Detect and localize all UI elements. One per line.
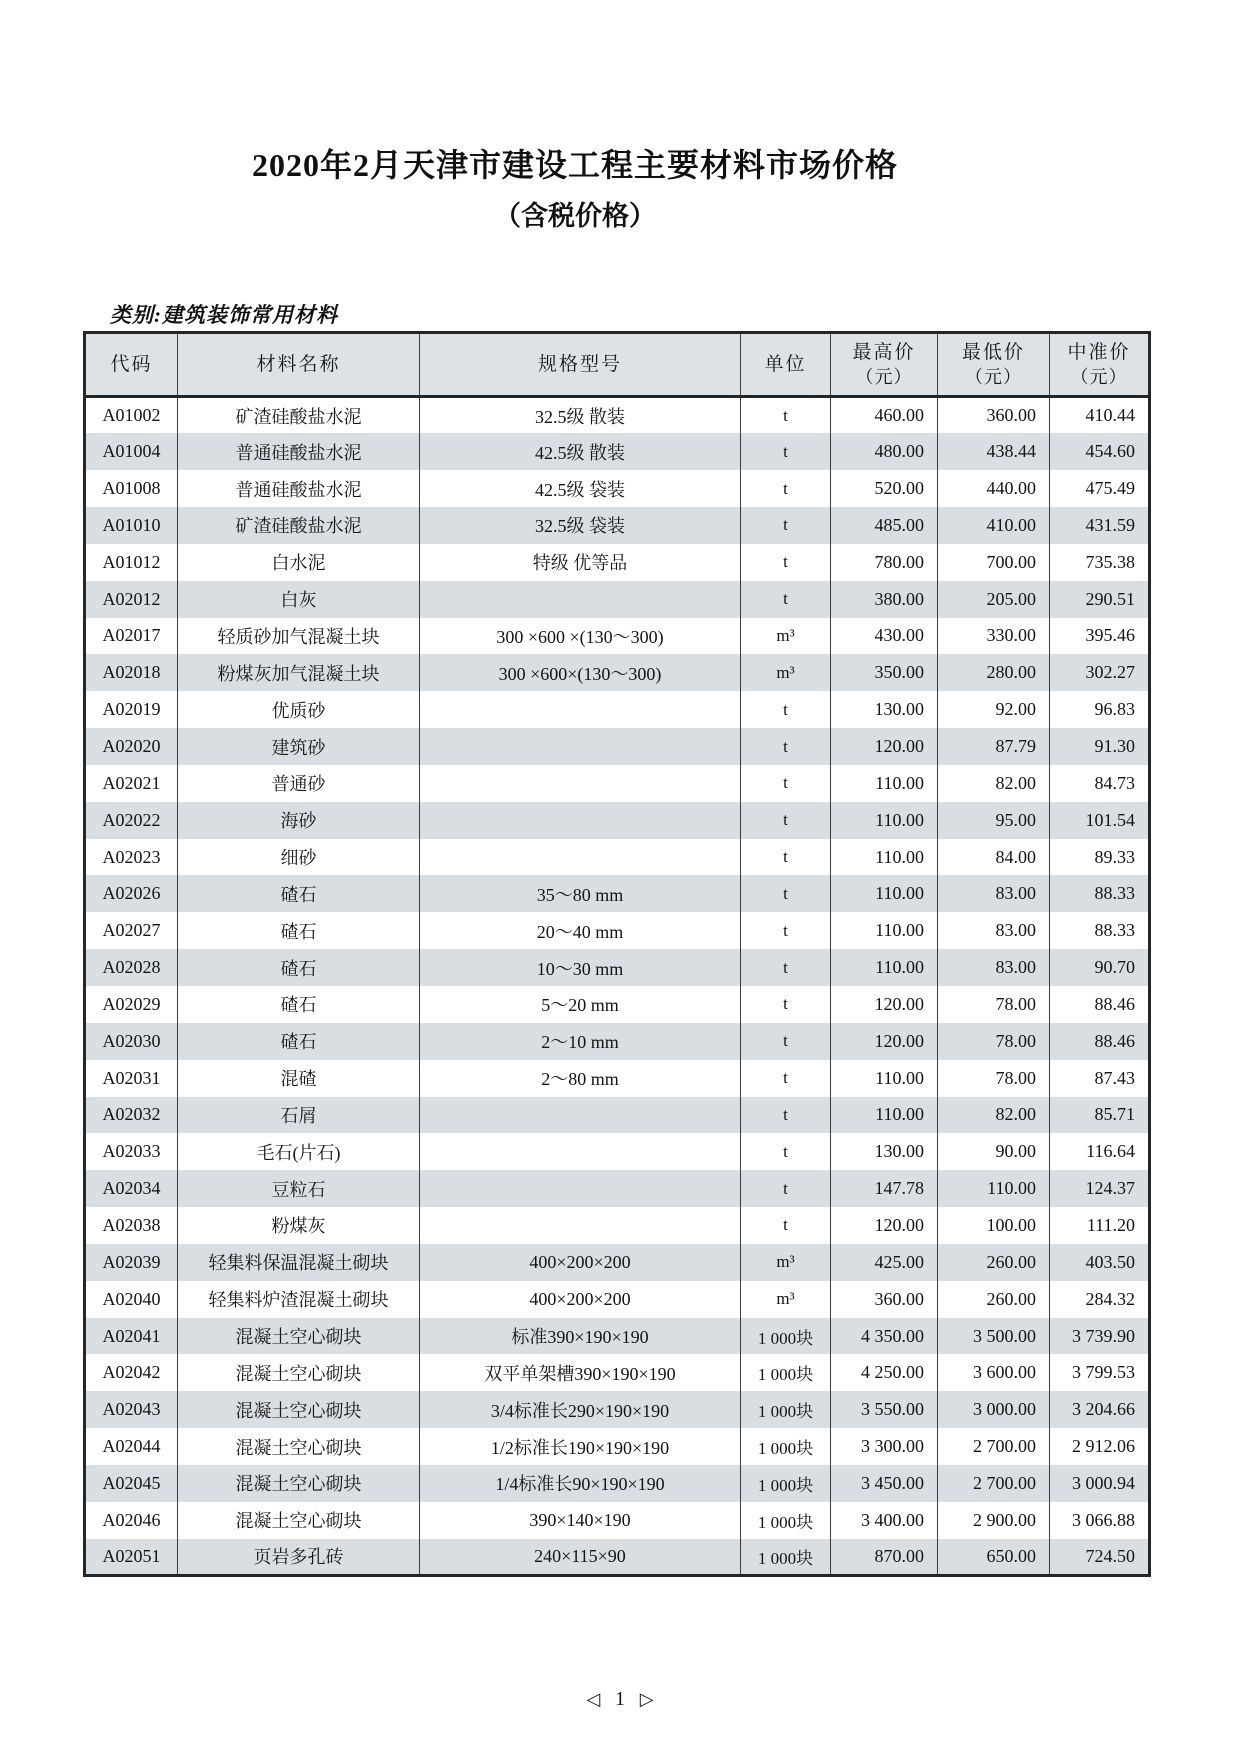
table-row — [85, 1133, 1150, 1170]
cell-material-name: 优质砂 — [178, 691, 420, 728]
table-row — [85, 802, 1150, 839]
column-header-lowest-price: 最低价 （元） — [938, 333, 1050, 397]
cell-material-name: 矿渣硅酸盐水泥 — [178, 397, 420, 434]
cell-unit: 1 000块 — [741, 1502, 831, 1539]
table-row — [85, 1391, 1150, 1428]
cell-code: A02045 — [102, 1472, 161, 1493]
table-row — [85, 1097, 1150, 1134]
cell-spec: 35～80 mm — [420, 875, 741, 912]
cell-material-name: 矿渣硅酸盐水泥 — [178, 507, 420, 544]
cell-material-name: 轻集料保温混凝土砌块 — [178, 1244, 420, 1281]
cell-lowest-price: 110.00 — [938, 1170, 1050, 1207]
cell-unit: t — [741, 839, 831, 876]
cell-unit: t — [741, 728, 831, 765]
cell-standard-price: 90.70 — [1050, 949, 1150, 986]
cell-highest-price: 3 550.00 — [831, 1391, 938, 1428]
cell-material-name: 白灰 — [178, 581, 420, 618]
cell-highest-price: 485.00 — [831, 507, 938, 544]
table-row — [85, 544, 1150, 581]
cell-code: A02023 — [102, 846, 161, 867]
cell-material-name: 普通硅酸盐水泥 — [178, 470, 420, 507]
cell-code: A02043 — [102, 1399, 161, 1420]
column-header-spec: 规格型号 — [420, 333, 741, 397]
cell-spec — [420, 728, 741, 765]
cell-standard-price: 96.83 — [1050, 691, 1150, 728]
cell-highest-price: 110.00 — [831, 949, 938, 986]
column-header-code: 代码 — [85, 333, 178, 397]
cell-material-name: 细砂 — [178, 839, 420, 876]
cell-unit: t — [741, 1133, 831, 1170]
cell-unit: t — [741, 397, 831, 434]
cell-code: A01008 — [102, 478, 161, 499]
cell-material-name: 白水泥 — [178, 544, 420, 581]
table-row — [85, 912, 1150, 949]
cell-material-name: 碴石 — [178, 949, 420, 986]
cell-lowest-price: 360.00 — [938, 397, 1050, 434]
cell-code: A02026 — [102, 883, 161, 904]
cell-lowest-price: 3 500.00 — [938, 1318, 1050, 1355]
table-row — [85, 1170, 1150, 1207]
cell-lowest-price: 95.00 — [938, 802, 1050, 839]
category-label: 类别:建筑装饰常用材料 — [110, 303, 338, 327]
cell-highest-price: 3 400.00 — [831, 1502, 938, 1539]
cell-code: A01010 — [102, 514, 161, 535]
cell-standard-price: 431.59 — [1050, 507, 1150, 544]
cell-highest-price: 520.00 — [831, 470, 938, 507]
cell-standard-price: 88.46 — [1050, 1023, 1150, 1060]
cell-standard-price: 2 912.06 — [1050, 1428, 1150, 1465]
cell-lowest-price: 260.00 — [938, 1244, 1050, 1281]
cell-unit: 1 000块 — [741, 1428, 831, 1465]
table-row — [85, 1281, 1150, 1318]
cell-spec: 42.5级 散装 — [420, 433, 741, 470]
cell-highest-price: 110.00 — [831, 765, 938, 802]
cell-lowest-price: 330.00 — [938, 618, 1050, 655]
table-row — [85, 839, 1150, 876]
next-page-icon[interactable]: ▷ — [639, 1689, 654, 1709]
cell-standard-price: 3 739.90 — [1050, 1318, 1150, 1355]
page-number: 1 — [615, 1688, 625, 1710]
cell-standard-price: 454.60 — [1050, 433, 1150, 470]
cell-highest-price: 460.00 — [831, 397, 938, 434]
cell-spec: 标准390×190×190 — [420, 1318, 741, 1355]
table-row — [85, 1539, 1150, 1576]
cell-lowest-price: 260.00 — [938, 1281, 1050, 1318]
cell-standard-price: 735.38 — [1050, 544, 1150, 581]
prev-page-icon[interactable]: ◁ — [586, 1689, 601, 1709]
table-row — [85, 691, 1150, 728]
page-footer — [0, 1688, 1240, 1711]
cell-code: A02046 — [102, 1509, 161, 1530]
cell-standard-price: 85.71 — [1050, 1097, 1150, 1134]
cell-highest-price: 147.78 — [831, 1170, 938, 1207]
cell-code: A02032 — [102, 1104, 161, 1125]
table-row — [85, 875, 1150, 912]
table-row — [85, 1207, 1150, 1244]
cell-highest-price: 110.00 — [831, 912, 938, 949]
cell-material-name: 轻质砂加气混凝土块 — [178, 618, 420, 655]
cell-unit: t — [741, 1097, 831, 1134]
cell-lowest-price: 3 600.00 — [938, 1354, 1050, 1391]
cell-material-name: 毛石(片石) — [178, 1133, 420, 1170]
cell-code: A02022 — [102, 809, 161, 830]
table-row — [85, 986, 1150, 1023]
cell-code: A02020 — [102, 736, 161, 757]
cell-code: A01002 — [102, 405, 161, 426]
cell-unit: 1 000块 — [741, 1539, 831, 1576]
cell-spec — [420, 1207, 741, 1244]
cell-spec: 32.5级 散装 — [420, 397, 741, 434]
table-row — [85, 1354, 1150, 1391]
table-row — [85, 581, 1150, 618]
cell-standard-price: 87.43 — [1050, 1060, 1150, 1097]
cell-lowest-price: 78.00 — [938, 986, 1050, 1023]
column-header-material-name: 材料名称 — [178, 333, 420, 397]
cell-spec: 32.5级 袋装 — [420, 507, 741, 544]
cell-spec: 300 ×600×(130～300) — [420, 654, 741, 691]
cell-standard-price: 88.46 — [1050, 986, 1150, 1023]
cell-highest-price: 110.00 — [831, 1097, 938, 1134]
cell-unit: t — [741, 544, 831, 581]
cell-highest-price: 3 450.00 — [831, 1465, 938, 1502]
cell-standard-price: 84.73 — [1050, 765, 1150, 802]
cell-lowest-price: 78.00 — [938, 1060, 1050, 1097]
cell-unit: t — [741, 1170, 831, 1207]
cell-unit: t — [741, 912, 831, 949]
cell-standard-price: 475.49 — [1050, 470, 1150, 507]
cell-spec: 2～10 mm — [420, 1023, 741, 1060]
cell-code: A02044 — [102, 1436, 161, 1457]
cell-lowest-price: 90.00 — [938, 1133, 1050, 1170]
cell-unit: t — [741, 433, 831, 470]
table-row — [85, 507, 1150, 544]
column-header-standard-price: 中准价 （元） — [1050, 333, 1150, 397]
table-row — [85, 949, 1150, 986]
table-body — [85, 397, 1150, 1576]
cell-lowest-price: 440.00 — [938, 470, 1050, 507]
column-header-unit: 单位 — [741, 333, 831, 397]
cell-unit: t — [741, 691, 831, 728]
cell-unit: t — [741, 581, 831, 618]
table-row — [85, 1465, 1150, 1502]
cell-highest-price: 3 300.00 — [831, 1428, 938, 1465]
cell-lowest-price: 2 700.00 — [938, 1465, 1050, 1502]
cell-standard-price: 403.50 — [1050, 1244, 1150, 1281]
cell-lowest-price: 84.00 — [938, 839, 1050, 876]
page-subtitle: （含税价格） — [494, 201, 656, 231]
cell-spec: 400×200×200 — [420, 1281, 741, 1318]
cell-spec: 390×140×190 — [420, 1502, 741, 1539]
table-row — [85, 1060, 1150, 1097]
cell-standard-price: 116.64 — [1050, 1133, 1150, 1170]
cell-lowest-price: 205.00 — [938, 581, 1050, 618]
cell-code: A02018 — [102, 662, 161, 683]
cell-standard-price: 88.33 — [1050, 875, 1150, 912]
cell-code: A02012 — [102, 588, 161, 609]
cell-material-name: 碴石 — [178, 912, 420, 949]
cell-spec: 300 ×600 ×(130～300) — [420, 618, 741, 655]
cell-spec: 1/2标准长190×190×190 — [420, 1428, 741, 1465]
cell-spec — [420, 765, 741, 802]
cell-spec: 1/4标准长90×190×190 — [420, 1465, 741, 1502]
cell-highest-price: 380.00 — [831, 581, 938, 618]
cell-unit: t — [741, 765, 831, 802]
cell-lowest-price: 92.00 — [938, 691, 1050, 728]
cell-material-name: 混凝土空心砌块 — [178, 1465, 420, 1502]
cell-code: A02029 — [102, 993, 161, 1014]
cell-highest-price: 130.00 — [831, 691, 938, 728]
cell-lowest-price: 700.00 — [938, 544, 1050, 581]
cell-unit: t — [741, 875, 831, 912]
cell-standard-price: 3 000.94 — [1050, 1465, 1150, 1502]
cell-unit: t — [741, 802, 831, 839]
cell-standard-price: 3 204.66 — [1050, 1391, 1150, 1428]
cell-standard-price: 111.20 — [1050, 1207, 1150, 1244]
cell-material-name: 普通砂 — [178, 765, 420, 802]
cell-lowest-price: 83.00 — [938, 949, 1050, 986]
table-row — [85, 397, 1150, 434]
cell-lowest-price: 83.00 — [938, 912, 1050, 949]
cell-highest-price: 430.00 — [831, 618, 938, 655]
cell-spec: 400×200×200 — [420, 1244, 741, 1281]
cell-unit: 1 000块 — [741, 1354, 831, 1391]
cell-standard-price: 91.30 — [1050, 728, 1150, 765]
cell-spec: 5～20 mm — [420, 986, 741, 1023]
cell-code: A01012 — [102, 551, 161, 572]
cell-lowest-price: 87.79 — [938, 728, 1050, 765]
cell-material-name: 碴石 — [178, 1023, 420, 1060]
cell-unit: m³ — [741, 654, 831, 691]
cell-standard-price: 284.32 — [1050, 1281, 1150, 1318]
page-title: 2020年2月天津市建设工程主要材料市场价格 — [251, 147, 898, 183]
cell-highest-price: 4 250.00 — [831, 1354, 938, 1391]
cell-highest-price: 110.00 — [831, 839, 938, 876]
cell-unit: 1 000块 — [741, 1318, 831, 1355]
cell-standard-price: 3 066.88 — [1050, 1502, 1150, 1539]
cell-spec — [420, 1133, 741, 1170]
cell-material-name: 粉煤灰 — [178, 1207, 420, 1244]
cell-code: A02017 — [102, 625, 161, 646]
cell-material-name: 轻集料炉渣混凝土砌块 — [178, 1281, 420, 1318]
material-price-table — [83, 331, 1151, 1577]
cell-unit: t — [741, 1023, 831, 1060]
cell-highest-price: 130.00 — [831, 1133, 938, 1170]
cell-unit: t — [741, 949, 831, 986]
cell-material-name: 混凝土空心砌块 — [178, 1502, 420, 1539]
cell-material-name: 混碴 — [178, 1060, 420, 1097]
cell-highest-price: 425.00 — [831, 1244, 938, 1281]
cell-unit: t — [741, 470, 831, 507]
cell-material-name: 混凝土空心砌块 — [178, 1428, 420, 1465]
table-row — [85, 1023, 1150, 1060]
cell-unit: t — [741, 507, 831, 544]
cell-highest-price: 780.00 — [831, 544, 938, 581]
cell-lowest-price: 438.44 — [938, 433, 1050, 470]
cell-material-name: 混凝土空心砌块 — [178, 1391, 420, 1428]
cell-code: A02051 — [102, 1545, 161, 1566]
cell-standard-price: 410.44 — [1050, 397, 1150, 434]
cell-highest-price: 120.00 — [831, 728, 938, 765]
cell-spec — [420, 839, 741, 876]
cell-highest-price: 120.00 — [831, 1207, 938, 1244]
cell-code: A02038 — [102, 1214, 161, 1235]
cell-material-name: 海砂 — [178, 802, 420, 839]
cell-spec — [420, 1170, 741, 1207]
cell-lowest-price: 650.00 — [938, 1539, 1050, 1576]
cell-spec — [420, 581, 741, 618]
cell-lowest-price: 3 000.00 — [938, 1391, 1050, 1428]
cell-code: A02041 — [102, 1325, 161, 1346]
table-row — [85, 728, 1150, 765]
cell-spec: 3/4标准长290×190×190 — [420, 1391, 741, 1428]
table-header — [85, 333, 1150, 397]
cell-code: A02021 — [102, 772, 161, 793]
cell-code: A02042 — [102, 1362, 161, 1383]
table-row — [85, 1502, 1150, 1539]
column-header-highest-price: 最高价 （元） — [831, 333, 938, 397]
cell-code: A02031 — [102, 1067, 161, 1088]
cell-spec: 20～40 mm — [420, 912, 741, 949]
cell-lowest-price: 280.00 — [938, 654, 1050, 691]
cell-highest-price: 120.00 — [831, 986, 938, 1023]
cell-unit: m³ — [741, 1244, 831, 1281]
cell-code: A02033 — [102, 1141, 161, 1162]
table-row — [85, 618, 1150, 655]
cell-code: A02030 — [102, 1030, 161, 1051]
cell-lowest-price: 82.00 — [938, 1097, 1050, 1134]
cell-standard-price: 290.51 — [1050, 581, 1150, 618]
cell-code: A02027 — [102, 920, 161, 941]
table-row — [85, 1428, 1150, 1465]
cell-lowest-price: 2 700.00 — [938, 1428, 1050, 1465]
cell-unit: 1 000块 — [741, 1465, 831, 1502]
cell-highest-price: 480.00 — [831, 433, 938, 470]
cell-material-name: 建筑砂 — [178, 728, 420, 765]
cell-spec: 特级 优等品 — [420, 544, 741, 581]
cell-code: A02028 — [102, 957, 161, 978]
cell-unit: 1 000块 — [741, 1391, 831, 1428]
cell-highest-price: 360.00 — [831, 1281, 938, 1318]
cell-highest-price: 120.00 — [831, 1023, 938, 1060]
table-row — [85, 654, 1150, 691]
cell-material-name: 碴石 — [178, 986, 420, 1023]
cell-lowest-price: 83.00 — [938, 875, 1050, 912]
cell-standard-price: 124.37 — [1050, 1170, 1150, 1207]
cell-material-name: 粉煤灰加气混凝土块 — [178, 654, 420, 691]
cell-unit: m³ — [741, 1281, 831, 1318]
cell-lowest-price: 100.00 — [938, 1207, 1050, 1244]
cell-unit: t — [741, 986, 831, 1023]
cell-highest-price: 110.00 — [831, 802, 938, 839]
cell-code: A01004 — [102, 441, 161, 462]
cell-spec: 10～30 mm — [420, 949, 741, 986]
cell-code: A02040 — [102, 1288, 161, 1309]
cell-standard-price: 395.46 — [1050, 618, 1150, 655]
cell-highest-price: 110.00 — [831, 1060, 938, 1097]
cell-spec: 42.5级 袋装 — [420, 470, 741, 507]
cell-highest-price: 350.00 — [831, 654, 938, 691]
cell-unit: t — [741, 1060, 831, 1097]
cell-material-name: 页岩多孔砖 — [178, 1539, 420, 1576]
cell-lowest-price: 82.00 — [938, 765, 1050, 802]
cell-standard-price: 302.27 — [1050, 654, 1150, 691]
cell-material-name: 石屑 — [178, 1097, 420, 1134]
cell-highest-price: 870.00 — [831, 1539, 938, 1576]
cell-spec: 双平单架槽390×190×190 — [420, 1354, 741, 1391]
cell-spec: 2～80 mm — [420, 1060, 741, 1097]
table-row — [85, 1318, 1150, 1355]
cell-unit: m³ — [741, 618, 831, 655]
cell-code: A02034 — [102, 1178, 161, 1199]
cell-unit: t — [741, 1207, 831, 1244]
cell-standard-price: 89.33 — [1050, 839, 1150, 876]
cell-standard-price: 3 799.53 — [1050, 1354, 1150, 1391]
cell-code: A02039 — [102, 1251, 161, 1272]
cell-material-name: 混凝土空心砌块 — [178, 1318, 420, 1355]
cell-material-name: 碴石 — [178, 875, 420, 912]
cell-spec: 240×115×90 — [420, 1539, 741, 1576]
cell-material-name: 豆粒石 — [178, 1170, 420, 1207]
table-row — [85, 1244, 1150, 1281]
cell-spec — [420, 1097, 741, 1134]
cell-spec — [420, 802, 741, 839]
cell-highest-price: 4 350.00 — [831, 1318, 938, 1355]
cell-lowest-price: 2 900.00 — [938, 1502, 1050, 1539]
cell-material-name: 普通硅酸盐水泥 — [178, 433, 420, 470]
cell-lowest-price: 78.00 — [938, 1023, 1050, 1060]
cell-spec — [420, 691, 741, 728]
cell-code: A02019 — [102, 699, 161, 720]
table-row — [85, 470, 1150, 507]
cell-material-name: 混凝土空心砌块 — [178, 1354, 420, 1391]
table-row — [85, 765, 1150, 802]
table-row — [85, 433, 1150, 470]
cell-standard-price: 88.33 — [1050, 912, 1150, 949]
cell-highest-price: 110.00 — [831, 875, 938, 912]
cell-standard-price: 724.50 — [1050, 1539, 1150, 1576]
cell-lowest-price: 410.00 — [938, 507, 1050, 544]
cell-standard-price: 101.54 — [1050, 802, 1150, 839]
